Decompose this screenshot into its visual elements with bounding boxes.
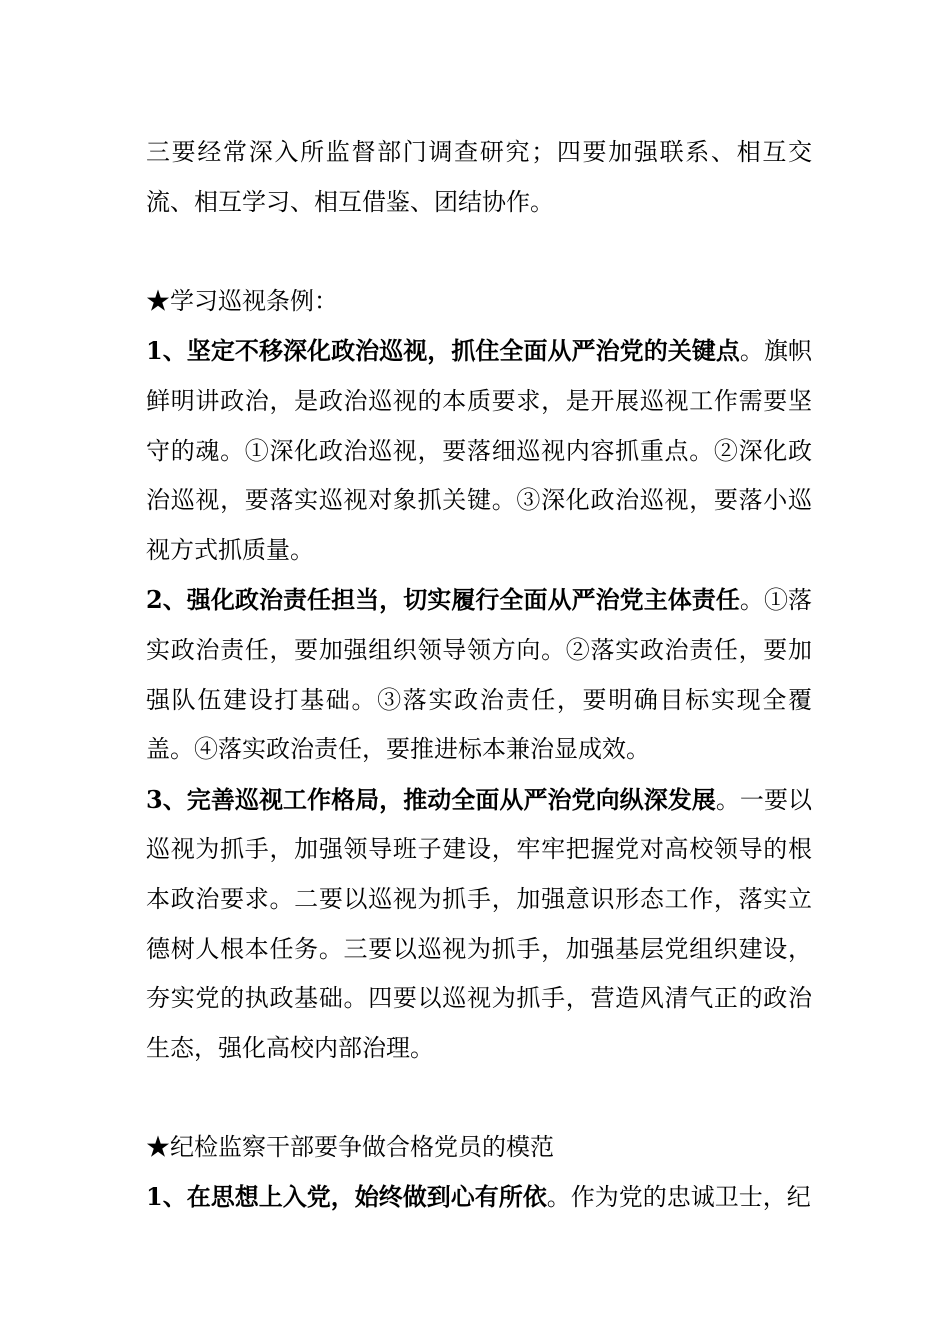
paragraph-point-3 xyxy=(146,775,812,1074)
paragraph-point-1 xyxy=(146,326,812,575)
section-heading-inspection-regulations xyxy=(146,277,812,327)
paragraph-spacer xyxy=(146,227,812,277)
document-body xyxy=(146,128,812,1223)
paragraph-point-2 xyxy=(146,575,812,774)
paragraph-text: 三要经常深入所监督部门调查研究；四要加强联系、相互交流、相互学习、相互借鉴、团结协作。 xyxy=(146,138,812,216)
section-heading-discipline-cadres xyxy=(146,1123,812,1173)
paragraph-intro-continuation xyxy=(146,128,812,227)
point-lead-bold: 3、完善巡视工作格局，推动全面从严治党向纵深发展 xyxy=(146,784,716,814)
paragraph-text: 。旗帜鲜明讲政治，是政治巡视的本质要求，是开展巡视工作需要坚守的魂。①深化政治巡视，要落细巡视内容抓重点。②深化政治巡视，要落实巡视对象抓关键。③深化政治巡视，要落小巡视方式抓质量。 xyxy=(146,337,813,564)
paragraph-text: 。①落实政治责任，要加强组织领导领方向。②落实政治责任，要加强队伍建设打基础。③落实政治责任，要明确目标实现全覆盖。④落实政治责任，要推进标本兼治显成效。 xyxy=(146,586,813,764)
paragraph-point-1-ideology xyxy=(146,1172,812,1223)
paragraph-spacer xyxy=(146,1073,812,1123)
point-lead-bold: 2、强化政治责任担当，切实履行全面从严治党主体责任 xyxy=(146,585,740,615)
point-lead-bold: 1、在思想上入党，始终做到心有所依 xyxy=(146,1182,547,1212)
paragraph-text: 。作为党的忠诚卫士，纪 xyxy=(546,1183,811,1212)
point-lead-bold: 1、坚定不移深化政治巡视，抓住全面从严治党的关键点 xyxy=(146,336,740,366)
section-heading-text: ★纪检监察干部要争做合格党员的模范 xyxy=(146,1132,554,1161)
section-heading-text: ★学习巡视条例： xyxy=(146,286,338,315)
paragraph-text: 。一要以巡视为抓手，加强领导班子建设，牢牢把握党对高校领导的根本政治要求。二要以巡视为抓手，加强意识形态工作，落实立德树人根本任务。三要以巡视为抓手，加强基层党组织建设，夯实党的执政基础。四要以巡视为抓手，营造风清气正的政治生态，强化高校内部治理。 xyxy=(146,785,813,1062)
